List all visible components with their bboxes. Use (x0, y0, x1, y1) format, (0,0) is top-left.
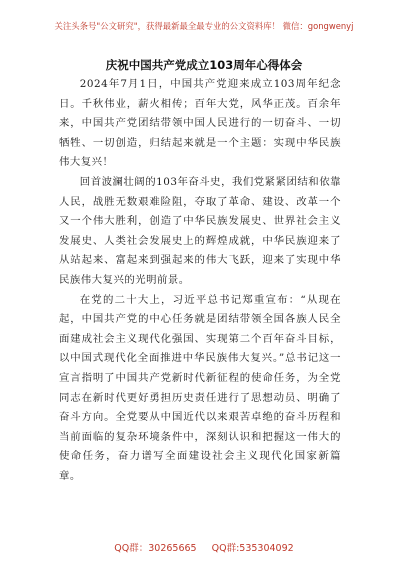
footer-contact (0, 540, 408, 554)
document-title: 庆祝中国共产党成立103周年心得体会 (105, 58, 303, 72)
header-note: 关注头条号"公文研究"，获得最新最全最专业的公文资料库！ 微信：gongwenyj (54, 21, 354, 31)
document-body (59, 75, 341, 486)
footer-qq-group-1: QQ群：30265665 (114, 543, 197, 554)
paragraph: 回首波澜壮阔的103年奋斗史，我们党紧紧团结和依靠人民，战胜无数艰难险阻，夺取了革命、建设、改革一个又一个伟大胜利，创造了中华民族发展史、世界社会主义发展史、人类社会发展史上的辉煌成就，中华民族迎来了从站起来、富起来到强起来的伟大飞跃，迎来了实现中华民族伟大复兴的光明前景。 (59, 175, 341, 286)
paragraph: 在党的二十大上，习近平总书记郑重宣布：“从现在起，中国共产党的中心任务就是团结带领全国各族人民全面建成社会主义现代化强国、实现第二个百年奋斗目标，以中国式现代化全面推进中华民族伟大复兴。”总书记这一宣言指明了中国共产党新时代新征程的使命任务，为全党同志在新时代更好勇担历史责任进行了思想动员、明确了奋斗方向。全党要从中国近代以来艰苦卓绝的奋斗历程和当前面临的复杂环境条件中，深刻认识和把握这一伟大的使命任务，奋力谱写全面建设社会主义现代化国家新篇章。 (59, 293, 341, 482)
paragraph: 2024年7月1日，中国共产党迎来成立103周年纪念日。千秋伟业，薪火相传；百年大党，风华正茂。百余年来，中国共产党团结带领中国人民进行的一切奋斗、一切牺牲、一切创造，归结起来就是一个主题：实现中华民族伟大复兴！ (59, 78, 341, 169)
footer-qq-group-2: QQ群:535304092 (211, 543, 294, 554)
